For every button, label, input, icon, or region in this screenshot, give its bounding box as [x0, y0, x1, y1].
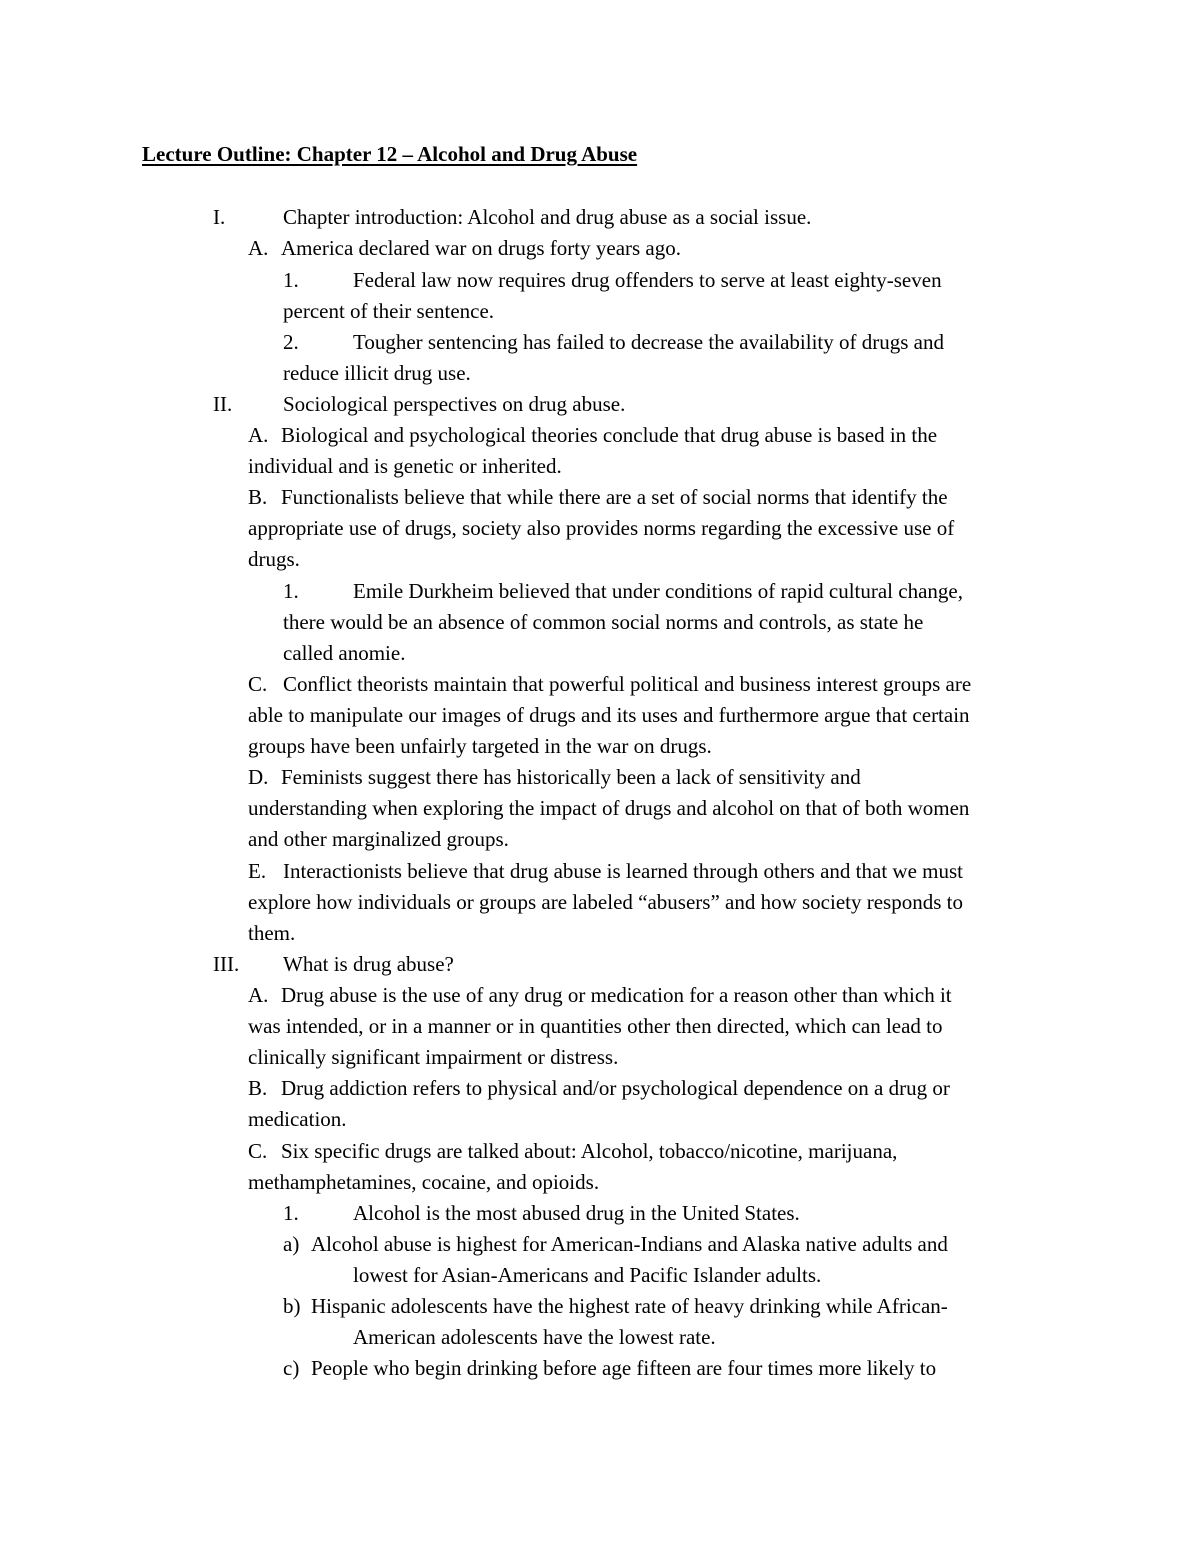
subsubitem-marker: a): [283, 1232, 300, 1256]
item-text: Feminists suggest there has historically been a lack of sensitivity and: [281, 765, 861, 789]
item-marker: A.: [248, 423, 269, 447]
item-text: America declared war on drugs forty years ago.: [281, 236, 681, 260]
item-marker: A.: [248, 236, 269, 260]
item-marker: A.: [248, 983, 269, 1007]
subsubitem-text: Alcohol abuse is highest for American-Indians and Alaska native adults and: [311, 1232, 948, 1256]
subitem-marker: 1.: [283, 579, 299, 603]
item-text: explore how individuals or groups are labeled “abusers” and how society responds to: [248, 890, 963, 914]
item-text: appropriate use of drugs, society also provides norms regarding the excessive use of: [248, 516, 955, 540]
subitem-text: percent of their sentence.: [283, 299, 495, 323]
section-heading: Sociological perspectives on drug abuse.: [283, 392, 626, 416]
subitem-text: Alcohol is the most abused drug in the United States.: [353, 1201, 800, 1225]
subitem-text: called anomie.: [283, 641, 406, 665]
item-text: medication.: [248, 1107, 347, 1131]
item-text: clinically significant impairment or distress.: [248, 1045, 619, 1069]
item-text: individual and is genetic or inherited.: [248, 454, 562, 478]
item-marker: E.: [248, 859, 267, 883]
subitem-text: reduce illicit drug use.: [283, 361, 471, 385]
item-marker: B.: [248, 1076, 268, 1100]
subitem-text: Federal law now requires drug offenders to serve at least eighty-seven: [353, 268, 942, 292]
item-text: able to manipulate our images of drugs and its uses and furthermore argue that certain: [248, 703, 970, 727]
item-marker: C.: [248, 672, 268, 696]
subsubitem-marker: c): [283, 1356, 300, 1380]
document-title: Lecture Outline: Chapter 12 – Alcohol and Drug Abuse: [142, 142, 638, 166]
item-text: understanding when exploring the impact of drugs and alcohol on that of both women: [248, 796, 970, 820]
item-text: Drug abuse is the use of any drug or medication for a reason other than which it: [281, 983, 952, 1007]
subitem-marker: 1.: [283, 268, 299, 292]
item-text: methamphetamines, cocaine, and opioids.: [248, 1170, 600, 1194]
subsubitem-text: lowest for Asian-Americans and Pacific Islander adults.: [353, 1263, 822, 1287]
item-text: Interactionists believe that drug abuse is learned through others and that we must: [283, 859, 963, 883]
subsubitem-text: People who begin drinking before age fifteen are four times more likely to: [311, 1356, 937, 1380]
item-text: groups have been unfairly targeted in the war on drugs.: [248, 734, 712, 758]
section-marker: III.: [213, 952, 240, 976]
item-text: and other marginalized groups.: [248, 827, 509, 851]
item-text: Biological and psychological theories conclude that drug abuse is based in the: [281, 423, 938, 447]
item-marker: D.: [248, 765, 269, 789]
section-marker: I.: [213, 205, 226, 229]
item-text: Conflict theorists maintain that powerful political and business interest groups are: [283, 672, 972, 696]
subitem-marker: 2.: [283, 330, 299, 354]
subsubitem-text: Hispanic adolescents have the highest rate of heavy drinking while African-: [311, 1294, 948, 1318]
item-marker: B.: [248, 485, 268, 509]
item-marker: C.: [248, 1139, 268, 1163]
item-text: Functionalists believe that while there are a set of social norms that identify the: [281, 485, 948, 509]
section-heading: What is drug abuse?: [283, 952, 454, 976]
subsubitem-marker: b): [283, 1294, 301, 1318]
subsubitem-text: American adolescents have the lowest rate.: [353, 1325, 716, 1349]
item-text: them.: [248, 921, 296, 945]
subitem-marker: 1.: [283, 1201, 299, 1225]
item-text: drugs.: [248, 547, 300, 571]
subitem-text: Tougher sentencing has failed to decrease the availability of drugs and: [353, 330, 944, 354]
item-text: Drug addiction refers to physical and/or psychological dependence on a drug or: [281, 1076, 950, 1100]
item-text: Six specific drugs are talked about: Alcohol, tobacco/nicotine, marijuana,: [281, 1139, 898, 1163]
section-heading: Chapter introduction: Alcohol and drug abuse as a social issue.: [283, 205, 812, 229]
section-marker: II.: [213, 392, 233, 416]
item-text: was intended, or in a manner or in quantities other then directed, which can lead to: [248, 1014, 943, 1038]
subitem-text: there would be an absence of common social norms and controls, as state he: [283, 610, 924, 634]
subitem-text: Emile Durkheim believed that under conditions of rapid cultural change,: [353, 579, 963, 603]
